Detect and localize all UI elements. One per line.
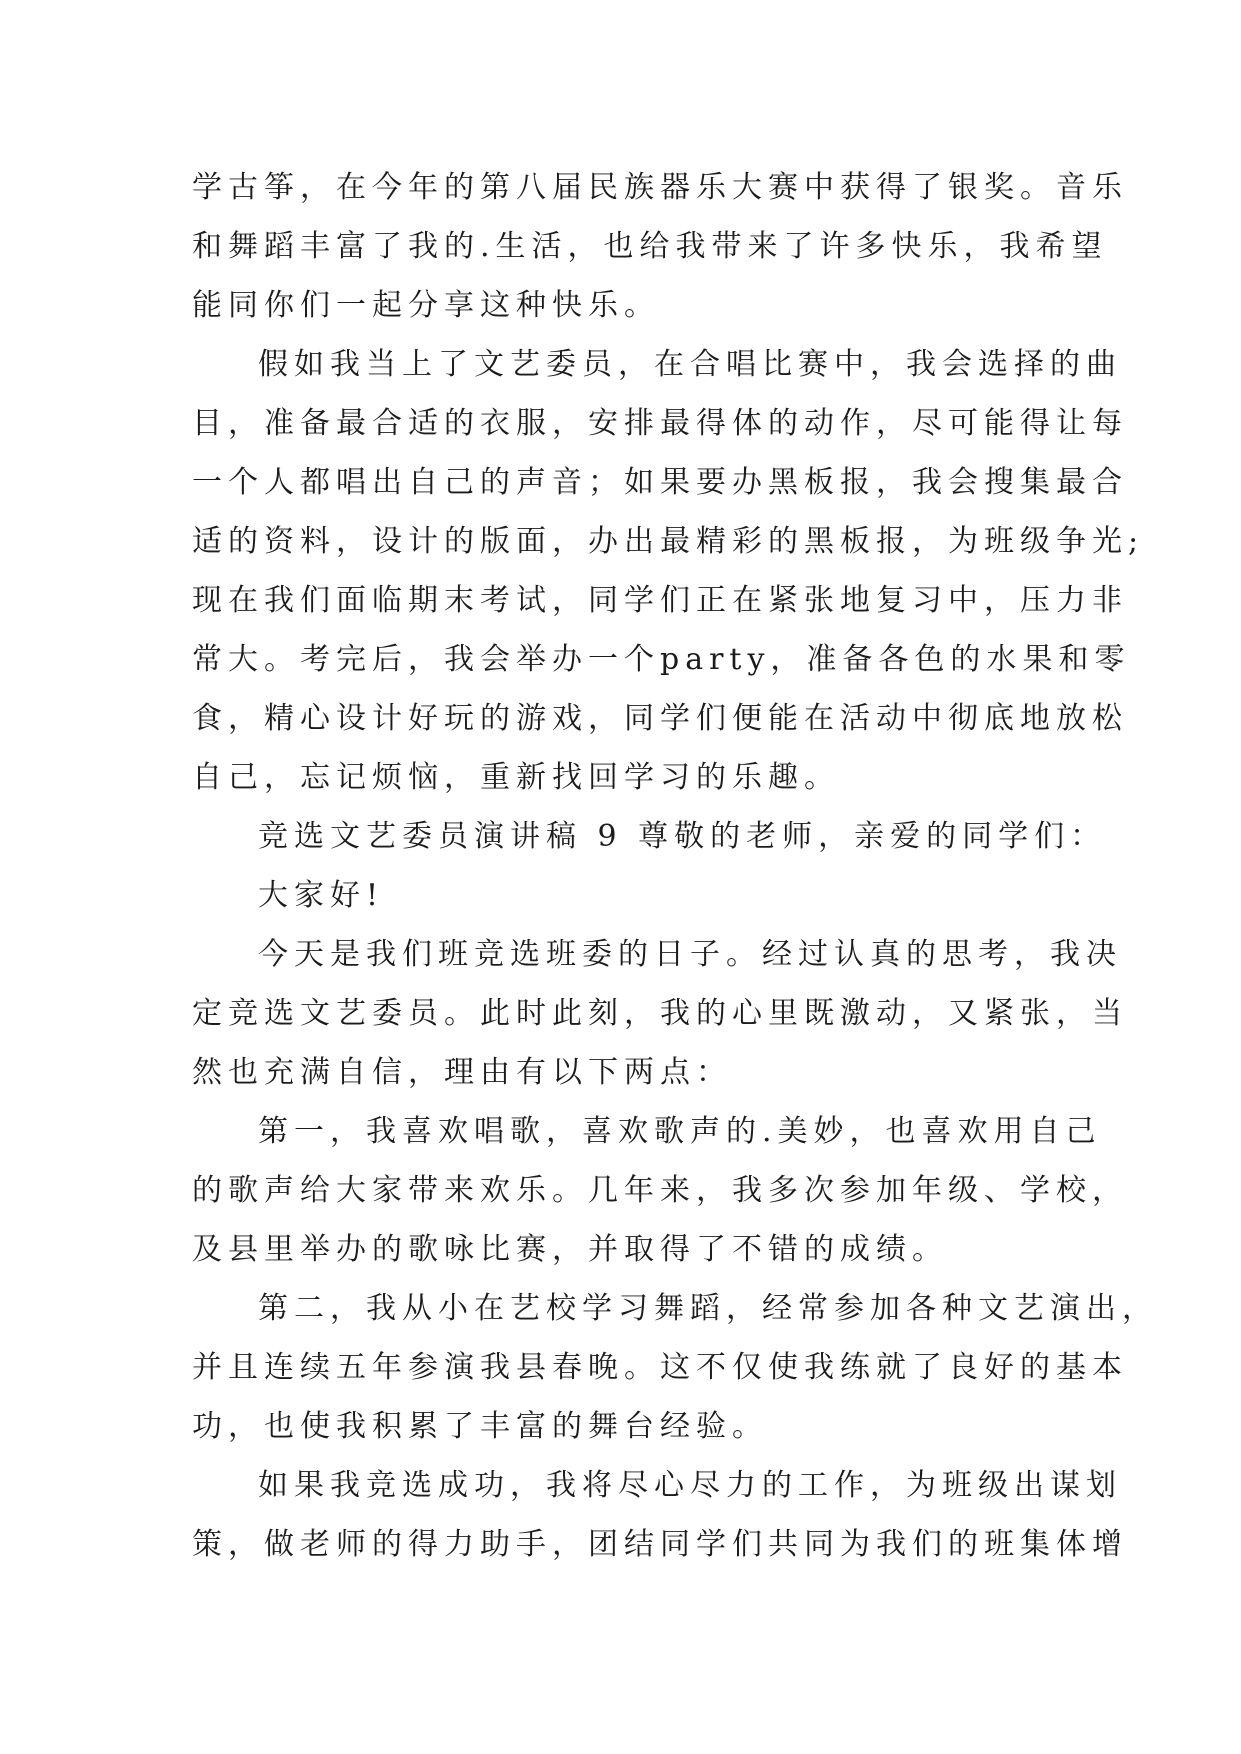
- text-line: 如果我竞选成功，我将尽心尽力的工作，为班级出谋划: [258, 1468, 1122, 1503]
- text-line: 常大。考完后，我会举办一个party，准备各色的水果和零: [192, 642, 1131, 677]
- text-line: 一个人都唱出自己的声音；如果要办黑板报，我会搜集最合: [192, 465, 1128, 500]
- text-line: 学古筝，在今年的第八届民族器乐大赛中获得了银奖。音乐: [192, 170, 1128, 205]
- text-line: 竞选文艺委员演讲稿 9 尊敬的老师，亲爱的同学们：: [258, 819, 1107, 854]
- text-line: 食，精心设计好玩的游戏，同学们便能在活动中彻底地放松: [192, 701, 1128, 736]
- text-line: 第一，我喜欢唱歌，喜欢歌声的.美妙，也喜欢用自己: [258, 1114, 1102, 1149]
- text-line: 目，准备最合适的衣服，安排最得体的动作，尽可能得让每: [192, 406, 1128, 441]
- text-line: 功，也使我积累了丰富的舞台经验。: [192, 1409, 768, 1444]
- text-line: 能同你们一起分享这种快乐。: [192, 288, 660, 323]
- text-line: 和舞蹈丰富了我的.生活，也给我带来了许多快乐，我希望: [192, 229, 1108, 264]
- text-line: 然也充满自信，理由有以下两点：: [192, 1055, 732, 1090]
- document-body: [192, 158, 1158, 1574]
- text-line: 策，做老师的得力助手，团结同学们共同为我们的班集体增: [192, 1527, 1128, 1562]
- text-line: 自己，忘记烦恼，重新找回学习的乐趣。: [192, 760, 840, 795]
- text-line: 大家好!: [258, 878, 385, 913]
- text-line: 并且连续五年参演我县春晚。这不仅使我练就了良好的基本: [192, 1350, 1128, 1385]
- text-line: 适的资料，设计的版面，办出最精彩的黑板报，为班级争光;: [192, 524, 1145, 559]
- text-line: 第二，我从小在艺校学习舞蹈，经常参加各种文艺演出，: [258, 1291, 1158, 1326]
- text-line: 的歌声给大家带来欢乐。几年来，我多次参加年级、学校，: [192, 1173, 1128, 1208]
- text-line: 现在我们面临期末考试，同学们正在紧张地复习中，压力非: [192, 583, 1128, 618]
- text-line: 定竞选文艺委员。此时此刻，我的心里既激动，又紧张，当: [192, 996, 1128, 1031]
- text-line: 今天是我们班竞选班委的日子。经过认真的思考，我决: [258, 937, 1122, 972]
- text-line: 假如我当上了文艺委员，在合唱比赛中，我会选择的曲: [258, 347, 1122, 382]
- text-line: 及县里举办的歌咏比赛，并取得了不错的成绩。: [192, 1232, 948, 1267]
